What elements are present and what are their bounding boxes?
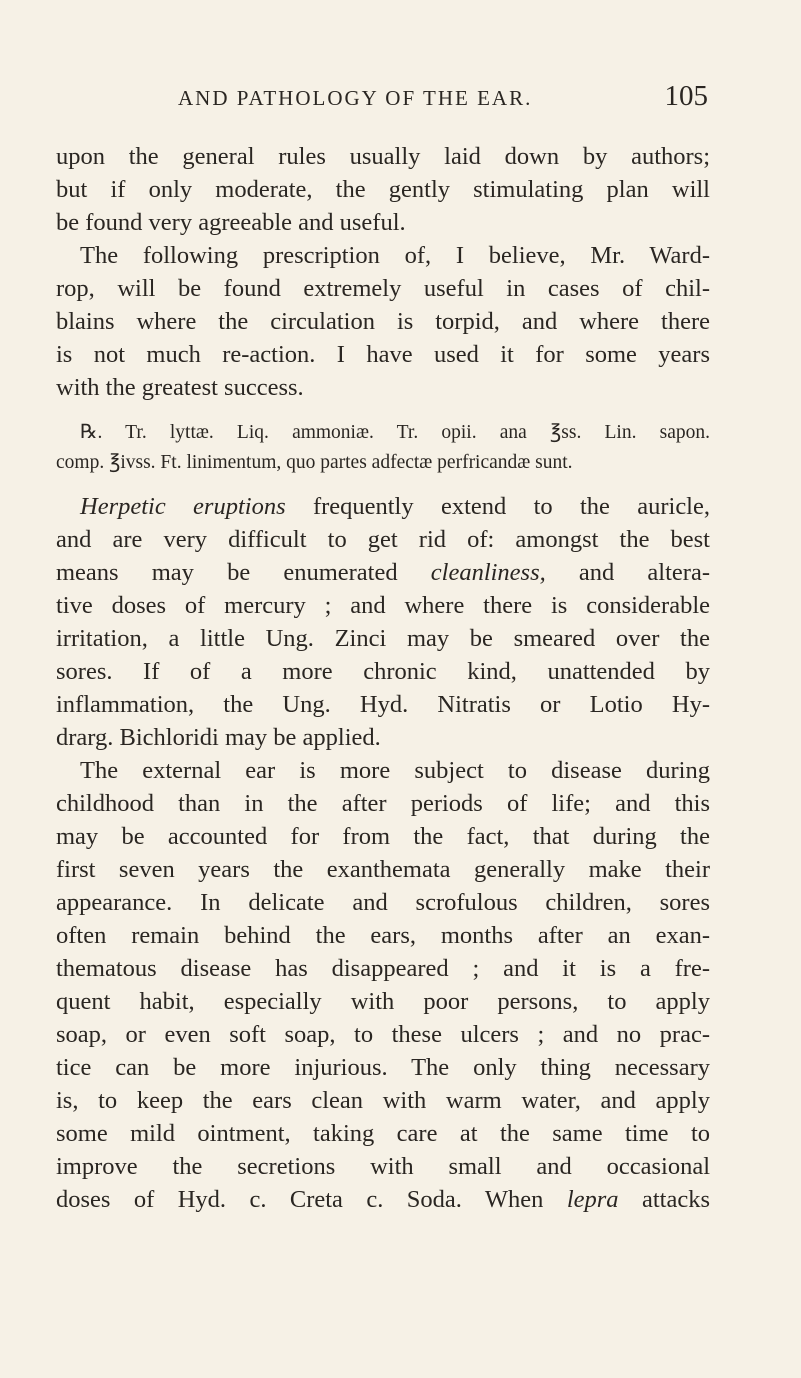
text-line: quent habit, especially with poor persons, to apply <box>56 988 710 1015</box>
text-line: be found very agreeable and useful. <box>56 209 406 236</box>
text-line: tive doses of mercury ; and where there is considerable <box>56 592 710 619</box>
prescription-line: comp. ℥ivss. Ft. linimentum, quo partes adfectæ perfricandæ sunt. <box>56 452 573 473</box>
text-line: inflammation, the Ung. Hyd. Nitratis or Lotio Hy- <box>56 691 710 718</box>
text-line: improve the secretions with small and occasional <box>56 1153 710 1180</box>
italic-term: lepra <box>566 1186 619 1213</box>
text-line: with the greatest success. <box>56 374 304 401</box>
prescription-line: ℞. Tr. lyttæ. Liq. ammoniæ. Tr. opii. ana ℥ss. Lin. sapon. <box>80 422 710 443</box>
text-line: thematous disease has disappeared ; and it is a fre- <box>56 955 710 982</box>
paragraph-3 <box>56 490 710 754</box>
text-line: but if only moderate, the gently stimulating plan will <box>56 176 710 203</box>
text-line: tice can be more injurious. The only thing necessary <box>56 1054 710 1081</box>
paragraph-2 <box>56 239 710 404</box>
text-line: and are very difficult to get rid of: amongst the best <box>56 526 710 553</box>
page-body <box>56 140 710 1216</box>
text-line: blains where the circulation is torpid, and where there <box>56 308 710 335</box>
text-line: drarg. Bichloridi may be applied. <box>56 724 381 751</box>
text-line: is, to keep the ears clean with warm water, and apply <box>56 1087 710 1114</box>
text-line: The following prescription of, I believe, Mr. Ward- <box>80 242 710 269</box>
running-title: AND PATHOLOGY OF THE EAR. <box>178 86 533 110</box>
text-run: attacks <box>618 1186 710 1213</box>
text-line: childhood than in the after periods of life; and this <box>56 790 710 817</box>
text-line <box>56 1183 710 1216</box>
text-run: and altera- <box>545 559 710 586</box>
text-line: irritation, a little Ung. Zinci may be smeared over the <box>56 625 710 652</box>
text-run: frequently extend to the auricle, <box>285 493 710 520</box>
text-line: sores. If of a more chronic kind, unattended by <box>56 658 710 685</box>
paragraph-4 <box>56 754 710 1216</box>
text-line: upon the general rules usually laid down by authors; <box>56 143 710 170</box>
text-line: soap, or even soft soap, to these ulcers ; and no prac- <box>56 1021 710 1048</box>
text-run: means may be enumerated <box>56 559 431 586</box>
paragraph-1 <box>56 140 710 239</box>
text-line: appearance. In delicate and scrofulous children, sores <box>56 889 710 916</box>
page-number: 105 <box>664 80 708 112</box>
running-header <box>178 80 708 126</box>
italic-term: Herpetic eruptions <box>80 493 286 520</box>
italic-term: cleanliness, <box>430 559 546 586</box>
text-line: rop, will be found extremely useful in cases of chil- <box>56 275 710 302</box>
text-line <box>56 490 710 523</box>
text-line: some mild ointment, taking care at the same time to <box>56 1120 710 1147</box>
text-line <box>56 556 710 589</box>
text-line: often remain behind the ears, months after an exan- <box>56 922 710 949</box>
text-line: The external ear is more subject to disease during <box>80 757 710 784</box>
prescription-block <box>56 418 710 478</box>
text-line: first seven years the exanthemata generally make their <box>56 856 710 883</box>
text-run: doses of Hyd. c. Creta c. Soda. When <box>56 1186 567 1213</box>
text-line: is not much re-action. I have used it for some years <box>56 341 710 368</box>
text-line: may be accounted for from the fact, that during the <box>56 823 710 850</box>
